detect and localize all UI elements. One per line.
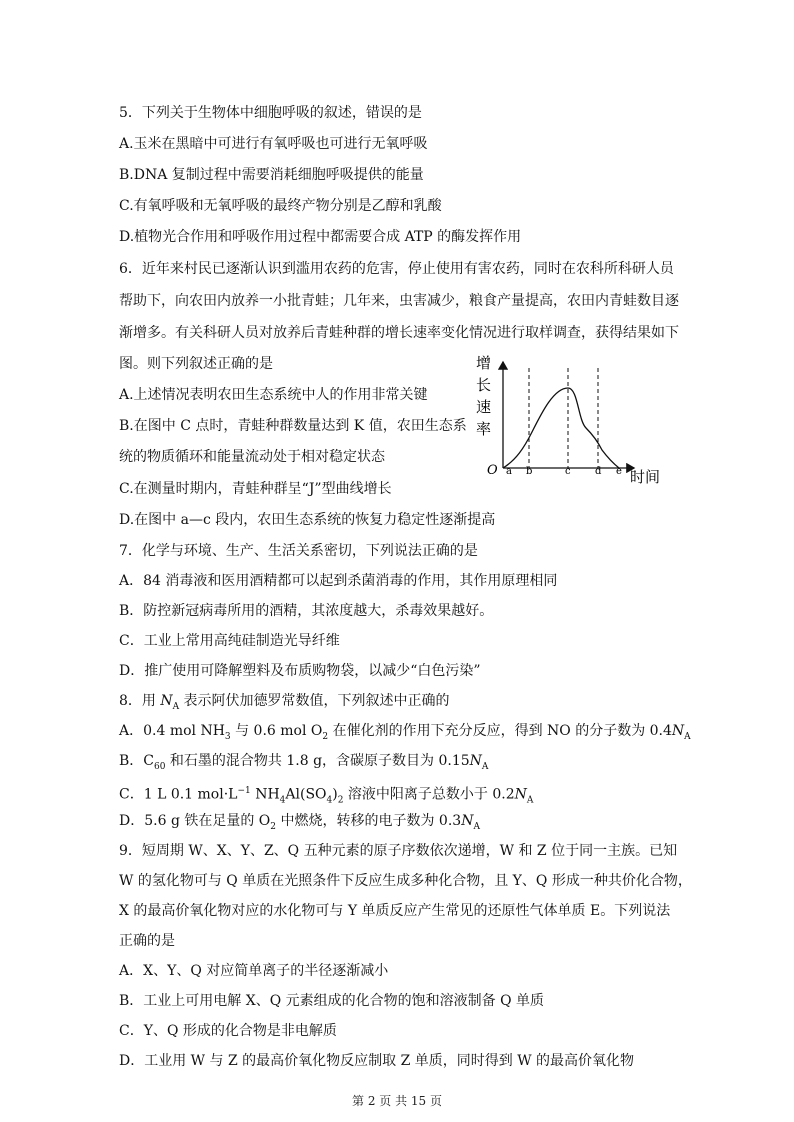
origin-label: O: [487, 463, 498, 478]
q9-stem-line4: 正确的是: [119, 933, 175, 949]
q6-stem-line4: 图。则下列叙述正确的是: [119, 356, 273, 372]
q8-c-text: NH: [250, 786, 280, 803]
q8-a-text: 在催化剂的作用下充分反应，得到 NO 的分子数为 0.4: [328, 723, 672, 739]
q8-b-text: B．C: [119, 753, 154, 769]
subscript: 4: [279, 795, 286, 806]
subscript: 2: [322, 731, 329, 742]
q7-option-b: B．防控新冠病毒所用的酒精，其浓度越大，杀毒效果越好。: [119, 603, 494, 619]
subscript: 2: [337, 795, 344, 806]
growth-rate-graph: [474, 350, 674, 490]
q6-option-a: A.上述情况表明农田生态系统中人的作用非常关键: [119, 387, 428, 403]
avogadro-symbol: N: [160, 693, 173, 709]
y-label-char-3: 速: [476, 398, 492, 416]
point-b: b: [526, 466, 533, 477]
q6-option-c: C.在测量时期内，青蛙种群呈“J”型曲线增长: [119, 481, 392, 497]
avogadro-symbol: N: [469, 753, 482, 769]
q8-stem: [119, 692, 450, 716]
subscript: 4: [326, 795, 333, 806]
point-d: d: [595, 466, 602, 477]
page-footer: 第 2 页 共 15 页: [352, 1094, 442, 1108]
q8-c-text: 溶液中阳离子总数小于 0.2: [343, 786, 515, 803]
q8-c-text: Al(SO: [285, 786, 327, 803]
q6-stem-line3: 渐增多。有关科研人员对放养后青蛙种群的增长速率变化情况进行取样调查，获得结果如下: [119, 325, 679, 341]
q9-stem-line1: 9．短周期 W、X、Y、Z、Q 五种元素的原子序数依次递增，W 和 Z 位于同一主族。已知: [119, 843, 678, 859]
y-label-char-2: 长: [476, 376, 492, 394]
q7-stem: 7．化学与环境、生产、生活关系密切，下列说法正确的是: [119, 543, 478, 559]
q8-option-d: [119, 812, 480, 836]
q5-stem: 5．下列关于生物体中细胞呼吸的叙述，错误的是: [119, 105, 422, 121]
avogadro-subscript: A: [473, 821, 480, 832]
y-label-char-4: 率: [476, 420, 492, 438]
avogadro-subscript: A: [684, 731, 691, 742]
q8-stem-text: 8．用: [119, 693, 161, 709]
subscript: 2: [270, 821, 277, 832]
q7-option-c: C．工业上常用高纯硅制造光导纤维: [119, 633, 340, 649]
superscript: −1: [237, 786, 251, 796]
q6-option-b-line1: B.在图中 C 点时，青蛙种群数量达到 K 值，农田生态系: [119, 418, 467, 434]
avogadro-symbol: N: [514, 786, 527, 803]
y-label-char-1: 增: [476, 354, 492, 372]
subscript: 3: [224, 731, 231, 742]
subscript: 60: [154, 761, 166, 772]
q8-option-b: [119, 752, 488, 776]
q8-option-c: [119, 782, 533, 809]
q5-option-b: B.DNA 复制过程中需要消耗细胞呼吸提供的能量: [119, 167, 424, 183]
point-a: a: [506, 466, 512, 477]
avogadro-subscript: A: [526, 795, 534, 806]
point-c: c: [565, 466, 571, 477]
q5-option-a: A.玉米在黑暗中可进行有氧呼吸也可进行无氧呼吸: [119, 136, 428, 152]
growth-rate-curve: [503, 388, 619, 468]
q9-option-d: D．工业用 W 与 Z 的最高价氧化物反应制取 Z 单质，同时得到 W 的最高价氧化物: [119, 1053, 635, 1069]
q8-b-text: 和石墨的混合物共 1.8 g，含碳原子数目为 0.15: [165, 753, 470, 769]
q8-option-a: [119, 722, 691, 746]
point-e: e: [616, 466, 622, 477]
avogadro-symbol: N: [461, 813, 474, 829]
q8-d-text: D．5.6 g 铁在足量的 O: [119, 813, 271, 829]
q8-d-text: 中燃烧，转移的电子数为 0.3: [276, 813, 462, 829]
q6-stem-line1: 6．近年来村民已逐渐认识到滥用农药的危害，停止使用有害农药，同时在农科所科研人员: [119, 261, 674, 277]
q5-option-c: C.有氧呼吸和无氧呼吸的最终产物分别是乙醇和乳酸: [119, 198, 442, 214]
q6-option-d: D.在图中 a—c 段内，农田生态系统的恢复力稳定性逐渐提高: [119, 512, 496, 528]
q5-option-d: D.植物光合作用和呼吸作用过程中都需要合成 ATP 的酶发挥作用: [119, 229, 522, 245]
q8-c-text: C．1 L 0.1 mol·L: [119, 786, 238, 803]
avogadro-symbol: N: [671, 723, 685, 739]
q8-a-text: 与 0.6 mol O: [230, 723, 323, 739]
q8-a-text: A．0.4 mol NH: [119, 723, 225, 739]
avogadro-subscript: A: [481, 761, 489, 772]
q9-stem-line3: X 的最高价氧化物对应的水化物可与 Y 单质反应产生常见的还原性气体单质 E。下列说法: [119, 903, 671, 919]
q9-option-c: C．Y、Q 形成的化合物是非电解质: [119, 1023, 337, 1039]
avogadro-subscript: A: [172, 701, 180, 712]
q7-option-d: D．推广使用可降解塑料及布质购物袋，以减少“白色污染”: [119, 663, 481, 679]
q8-stem-text-end: 表示阿伏加德罗常数值，下列叙述中正确的: [179, 693, 450, 709]
q9-option-a: A．X、Y、Q 对应简单离子的半径逐渐减小: [119, 963, 389, 979]
q9-option-b: B．工业上可用电解 X、Q 元素组成的化合物的饱和溶液制备 Q 单质: [119, 993, 545, 1009]
q6-stem-line2: 帮助下，向农田内放养一小批青蛙；几年来，虫害减少，粮食产量提高，农田内青蛙数目逐: [119, 293, 679, 309]
q6-option-b-line2: 统的物质循环和能量流动处于相对稳定状态: [119, 449, 385, 465]
q9-stem-line2: W 的氢化物可与 Q 单质在光照条件下反应生成多种化合物，且 Y、Q 形成一种共价化合物，: [119, 873, 692, 889]
q8-c-text: ): [332, 786, 338, 803]
q7-option-a: A．84 消毒液和医用酒精都可以起到杀菌消毒的作用，其作用原理相同: [119, 573, 558, 589]
x-label: 时间: [630, 468, 661, 486]
